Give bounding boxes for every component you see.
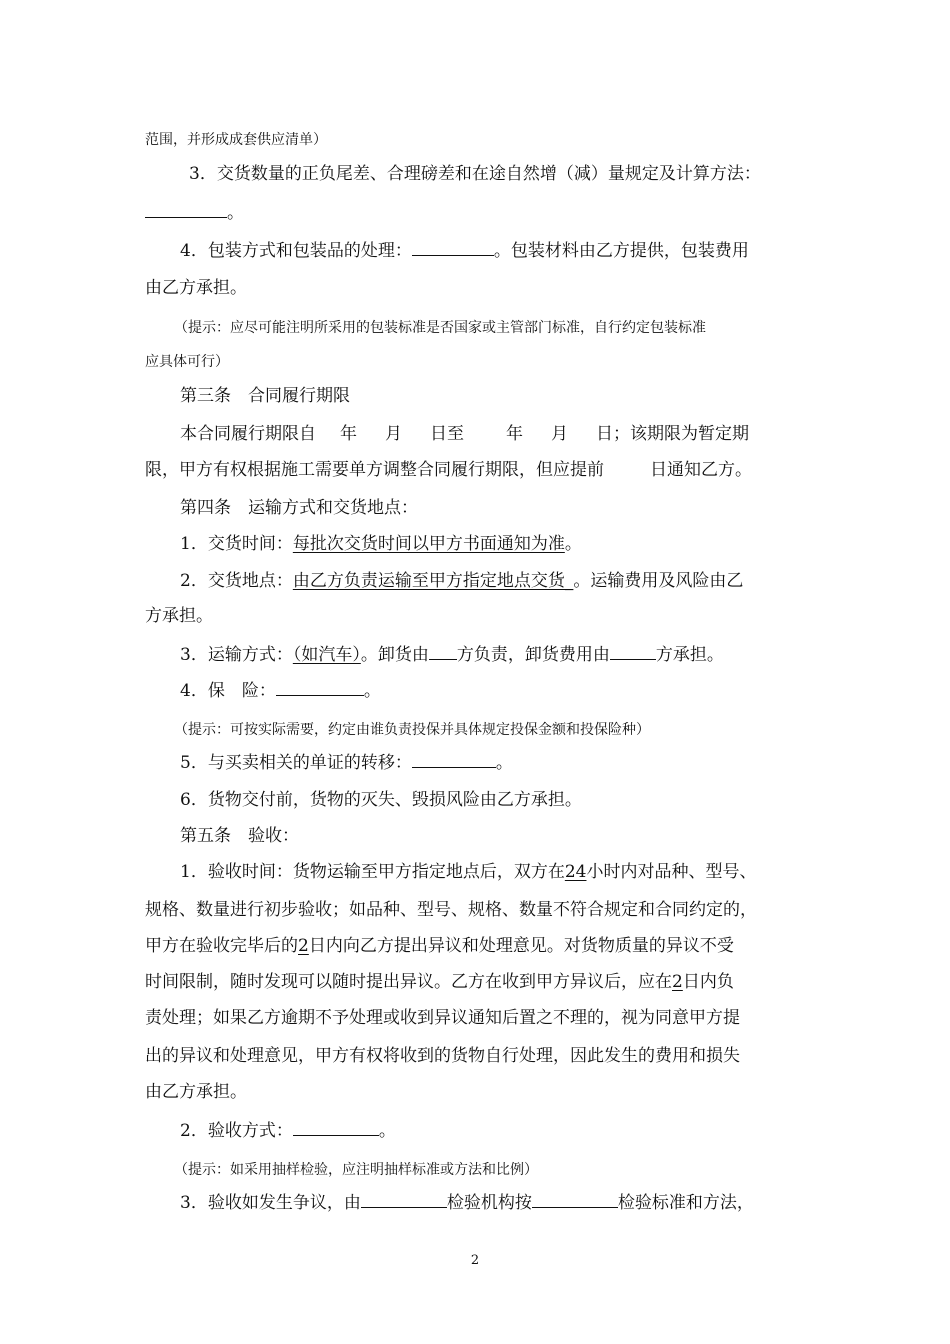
- section-heading: [180, 496, 418, 520]
- text-line: [145, 970, 734, 994]
- text-line: [174, 1158, 538, 1182]
- fill-in-blank: [610, 642, 656, 660]
- fill-in-blank: [145, 200, 227, 218]
- fill-in-blank: [412, 238, 494, 256]
- text-span: 甲方在验收完毕后的: [145, 936, 298, 956]
- text-span: 。卸货由: [360, 645, 429, 665]
- text-span: 日至: [430, 424, 464, 444]
- text-line: [180, 788, 582, 812]
- text-span: 应具体可行）: [145, 354, 229, 370]
- text-span: 6．货物交付前，货物的灭失、毁损风险由乙方承担。: [180, 790, 582, 810]
- text-span: 规格、数量进行初步验收；如品种、型号、规格、数量不符合规定和合同约定的，: [145, 900, 757, 920]
- text-line: [145, 350, 229, 374]
- text-span: 。: [564, 534, 582, 554]
- page-number: 2: [470, 1253, 480, 1268]
- text-span: 由乙方承担。: [145, 1082, 247, 1102]
- section-heading: [180, 824, 299, 848]
- underlined-text: 每批次交货时间以甲方书面通知为准: [292, 534, 565, 554]
- fill-in-blank: [429, 642, 457, 660]
- text-line: [145, 200, 244, 225]
- text-span: 4．保 险：: [180, 681, 276, 701]
- text-line: [145, 1044, 740, 1068]
- text-span: 。: [363, 681, 381, 701]
- text-line: [180, 642, 724, 667]
- text-span: 1．交货时间：: [180, 534, 293, 554]
- text-span: 。: [495, 753, 513, 773]
- text-span: （提示：如采用抽样检验，应注明抽样标准或方法和比例）: [174, 1162, 538, 1178]
- text-span: 年: [340, 424, 357, 444]
- text-span: 日；该期限为暂定期: [596, 424, 749, 444]
- fill-in-blank: [361, 1190, 447, 1208]
- text-span: 2．验收方式：: [180, 1121, 293, 1141]
- text-line: [145, 458, 752, 482]
- text-span: 年: [506, 424, 523, 444]
- text-line: [174, 316, 706, 340]
- text-span: 检验机构按: [446, 1193, 532, 1213]
- text-span: 。: [378, 1121, 396, 1141]
- text-span: 出的异议和处理意见，甲方有权将收到的货物自行处理，因此发生的费用和损失: [145, 1046, 740, 1066]
- underlined-text: 2: [298, 936, 309, 956]
- text-span: 月: [551, 424, 568, 444]
- text-span: 本合同履行期限自: [180, 424, 316, 444]
- text-line: [145, 1006, 740, 1030]
- text-span: 方承担。: [145, 606, 213, 626]
- text-span: 3．运输方式：: [180, 645, 293, 665]
- fill-in-blank: [293, 1118, 379, 1136]
- text-line: [180, 750, 513, 775]
- text-span: 2．交货地点：: [180, 571, 293, 591]
- text-span: （提示：应尽可能注明所采用的包装标准是否国家或主管部门标准，自行约定包装标准: [174, 320, 706, 336]
- text-line: [180, 238, 749, 263]
- text-line: [145, 898, 757, 922]
- text-span: 3．交货数量的正负尾差、合理磅差和在途自然增（减）量规定及计算方法：: [189, 164, 761, 184]
- text-span: 日通知乙方。: [650, 460, 752, 480]
- text-line: [145, 934, 734, 958]
- text-line: [180, 1190, 754, 1215]
- text-span: 范围，并形成成套供应清单）: [145, 132, 327, 148]
- text-line: [145, 276, 247, 300]
- fill-in-blank: [412, 750, 496, 768]
- text-span: 1．验收时间：货物运输至甲方指定地点后，双方在: [180, 862, 565, 882]
- text-line: [145, 1080, 247, 1104]
- text-line: [180, 422, 749, 446]
- text-span: 方负责，卸货费用由: [456, 645, 610, 665]
- fill-in-blank: [276, 678, 364, 696]
- underlined-text: 2: [672, 972, 683, 992]
- text-span: 日内负: [682, 972, 734, 992]
- text-span: 时间限制，随时发现可以随时提出异议。乙方在收到甲方异议后，应在: [145, 972, 672, 992]
- text-span: 日内向乙方提出异议和处理意见。对货物质量的异议不受: [308, 936, 734, 956]
- underlined-text: 24: [564, 862, 587, 882]
- text-line: [180, 1118, 396, 1143]
- text-line: [145, 604, 213, 628]
- section-heading: [180, 384, 350, 408]
- text-span: 由乙方承担。: [145, 278, 247, 298]
- text-span: 。运输费用及风险由乙: [573, 571, 744, 591]
- text-span: 第五条 验收：: [180, 826, 299, 846]
- text-line: [180, 532, 582, 556]
- text-span: 。: [227, 203, 244, 223]
- text-span: 5．与买卖相关的单证的转移：: [180, 753, 412, 773]
- fill-in-blank: [532, 1190, 618, 1208]
- text-line: [145, 128, 327, 152]
- text-span: 方承担。: [655, 645, 724, 665]
- text-span: 限，甲方有权根据施工需要单方调整合同履行期限，但应提前: [145, 460, 604, 480]
- text-span: 4．包装方式和包装品的处理：: [180, 241, 412, 261]
- text-span: 。包装材料由乙方提供，包装费用: [493, 241, 749, 261]
- text-span: 小时内对品种、型号、: [586, 862, 757, 882]
- text-line: [180, 569, 743, 593]
- text-span: 月: [385, 424, 402, 444]
- text-line: [189, 162, 761, 186]
- text-line: [174, 718, 650, 742]
- text-line: [180, 678, 381, 703]
- text-span: 检验标准和方法，: [617, 1193, 754, 1213]
- text-span: 第三条 合同履行期限: [180, 386, 350, 406]
- text-line: [180, 860, 756, 884]
- underlined-text: （如汽车）: [292, 645, 361, 665]
- text-span: 第四条 运输方式和交货地点：: [180, 498, 418, 518]
- text-span: 责处理；如果乙方逾期不予处理或收到异议通知后置之不理的，视为同意甲方提: [145, 1008, 740, 1028]
- text-span: （提示：可按实际需要，约定由谁负责投保并具体规定投保金额和投保险种）: [174, 722, 650, 738]
- text-span: 3．验收如发生争议，由: [180, 1193, 361, 1213]
- underlined-text: 由乙方负责运输至甲方指定地点交货_: [292, 571, 574, 591]
